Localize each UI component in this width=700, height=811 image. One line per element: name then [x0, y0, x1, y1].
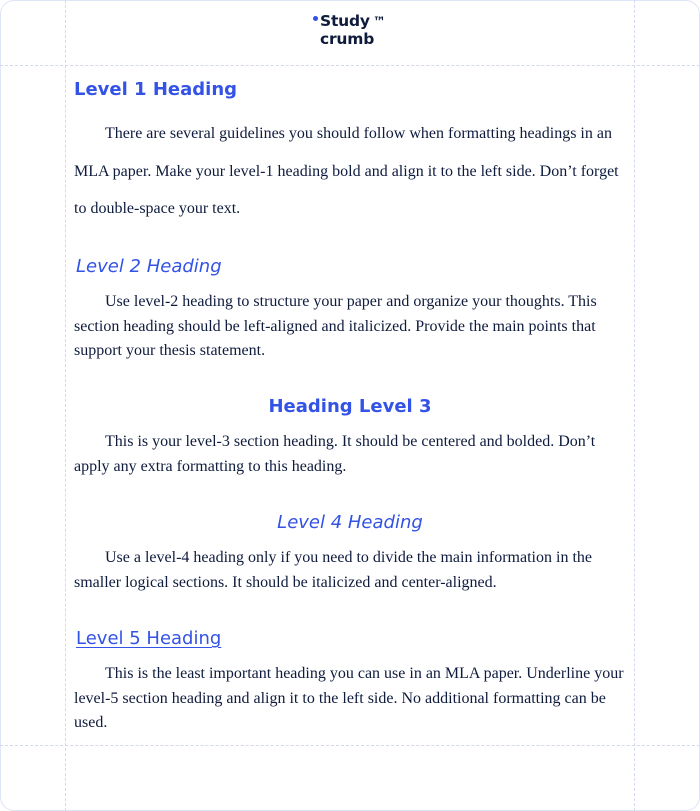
studycrumb-logo: [313, 13, 386, 48]
level-3-heading: Heading Level 3: [268, 396, 432, 417]
left-margin-guide: [65, 0, 66, 811]
bottom-margin-guide: [0, 745, 700, 746]
level-1-heading: Level 1 Heading: [74, 79, 238, 100]
level-5-paragraph: This is the least important heading you can use in an MLA paper. Underline your level-5 section heading and align it to the left side. No additional formatting can be used.: [74, 665, 624, 731]
level-4-heading: Level 4 Heading: [277, 512, 423, 533]
level-3-paragraph: This is your level-3 section heading. It should be centered and bolded. Don’t apply any extra formatting to this heading.: [74, 433, 596, 475]
level-4-paragraph: Use a level-4 heading only if you need to divide the main information in the smaller logical sections. It should be italicized and center-aligned.: [74, 549, 592, 591]
level-1-paragraph: There are several guidelines you should follow when formatting headings in an MLA paper. Make your level-1 heading bold and align it to the left side. Don’t forget to double-space your text.: [74, 125, 619, 217]
top-margin-guide: [0, 65, 700, 66]
level-2-paragraph: Use level-2 heading to structure your paper and organize your thoughts. This section heading should be left-aligned and italicized. Provide the main points that support your thesis statement.: [74, 293, 597, 359]
level-2-heading: Level 2 Heading: [76, 256, 222, 277]
logo-trademark: ™: [372, 15, 386, 30]
right-margin-guide: [634, 0, 635, 811]
logo-dot-icon: [313, 16, 318, 21]
logo-line-2: crumb: [320, 30, 375, 48]
level-5-heading: Level 5 Heading: [76, 628, 222, 649]
logo-line-1: Study: [320, 12, 370, 30]
